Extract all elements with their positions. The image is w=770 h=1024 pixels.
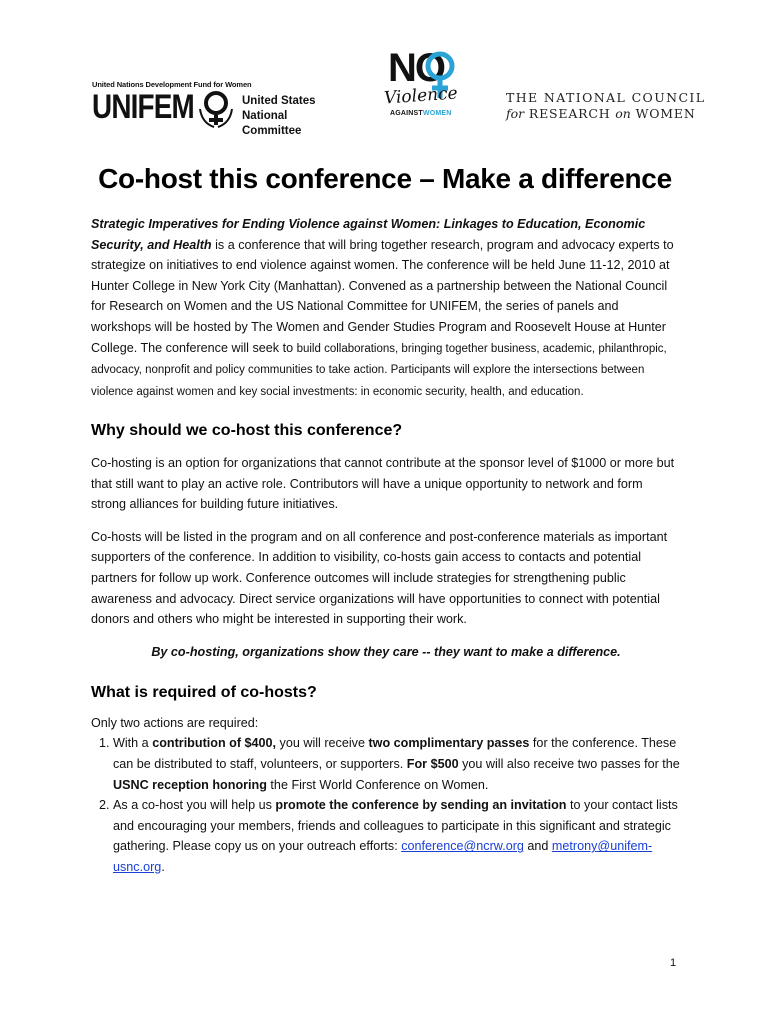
- conference-title: Strategic Imperatives for Ending Violence against Women: Linkages to Education, Economic Security, and Health: [91, 217, 646, 252]
- unifem-emblem-icon: [198, 89, 234, 129]
- item1-text-e: for the conference. These can be distributed to staff, volunteers, or supporters.: [113, 736, 677, 772]
- no-violence-women-text: WOMEN: [422, 110, 452, 117]
- email-link-ncrw[interactable]: conference@ncrw.org: [401, 839, 524, 854]
- item1-passes: two complimentary passes: [368, 736, 530, 751]
- item1-text-i: the First World Conference on Women.: [266, 777, 489, 792]
- intro-body-small: build collaborations, bringing together business, academic, philanthropic, advocacy, nonprofit and policy communities to take action. Participants will explore the intersections between violence against women and key social investments: in economic security, health, and education.: [91, 342, 667, 398]
- ncrw-on: on: [615, 106, 631, 121]
- item2-and: and: [523, 839, 552, 854]
- ncrw-line1: THE NATIONAL COUNCIL: [506, 90, 706, 105]
- no-violence-against-text: AGAINST: [390, 110, 423, 117]
- header-logos: [0, 46, 770, 142]
- item1-text-c: you will receive: [276, 736, 369, 751]
- item1-text-a: With a: [113, 736, 153, 751]
- unifem-wordmark: UNIFEM: [92, 88, 194, 126]
- intro-paragraph: [91, 214, 681, 402]
- document-body: [91, 214, 681, 878]
- item1-reception: USNC reception honoring: [113, 777, 267, 792]
- item2-text-c: to your contact lists and encouraging your members, friends and colleagues to participate in this significant and strategic gathering. Please copy us on your outreach efforts:: [113, 798, 678, 854]
- item1-for500: For $500: [406, 757, 459, 772]
- ncrw-for: for: [506, 106, 525, 121]
- ncrw-line2: [506, 106, 706, 122]
- page-title: Co-host this conference – Make a difference: [98, 163, 672, 194]
- unifem-committee-line2: National Committee: [242, 110, 302, 137]
- item2-text-a: As a co-host you will help us: [113, 798, 276, 813]
- unifem-committee: [242, 94, 342, 139]
- unifem-committee-line1: United States: [242, 95, 316, 107]
- required-list: [91, 733, 681, 877]
- why-paragraph-1: Co-hosting is an option for organizations that cannot contribute at the sponsor level of $1000 or more but that still want to play an active role. Contributors will have a unique opportunity to network and form strong alliances for building future initiatives.: [91, 455, 675, 512]
- ncrw-logo: [506, 90, 706, 122]
- why-tagline: By co-hosting, organizations show they care -- they want to make a difference.: [151, 644, 621, 659]
- unifem-tagline: United Nations Development Fund for Women: [92, 80, 252, 89]
- item2-end: .: [161, 860, 165, 875]
- ncrw-women: WOMEN: [635, 106, 696, 121]
- item2-promote: promote the conference by sending an invitation: [275, 798, 567, 813]
- item1-text-g: you will also receive two passes for the: [458, 757, 680, 772]
- no-violence-logo: [383, 46, 464, 124]
- intro-body: is a conference that will bring together research, program and advocacy experts to strategize on initiatives to end violence against women. The conference will be held June 11-12, 2010 at Hunter College in New York City (Manhattan). Convened as a partnership between the National Council for Research on Women and the US National Committee for UNIFEM, the series of panels and workshops will be hosted by The Women and Gender Studies Program and Roosevelt House at Hunter College. The conference will seek to: [91, 237, 674, 355]
- required-intro: Only two actions are required:: [91, 715, 259, 730]
- no-violence-no: NO: [388, 46, 444, 90]
- item1-contribution: contribution of $400,: [152, 736, 277, 751]
- ncrw-research: RESEARCH: [528, 106, 611, 121]
- required-item-1: [113, 733, 681, 795]
- unifem-logo: [92, 80, 342, 140]
- email-link-unifem[interactable]: metrony@unifem-usnc.org: [113, 839, 653, 875]
- why-heading: Why should we co-host this conference?: [91, 422, 403, 440]
- no-violence-against: [390, 110, 452, 117]
- no-violence-script: Violence: [383, 83, 459, 109]
- page-number: 1: [670, 957, 677, 969]
- required-item-2: [113, 795, 681, 877]
- required-heading: What is required of co-hosts?: [91, 684, 317, 702]
- why-paragraph-2: Co-hosts will be listed in the program and on all conference and post-conference materials as important supporters of the conference. In addition to visibility, co-hosts gain access to contacts and potential partners for follow up work. Conference outcomes will include strategies for strengthening public awareness and advocacy. Direct service organizations will have opportunities to connect with potential donors and others who might be interested in supporting their work.: [91, 529, 668, 627]
